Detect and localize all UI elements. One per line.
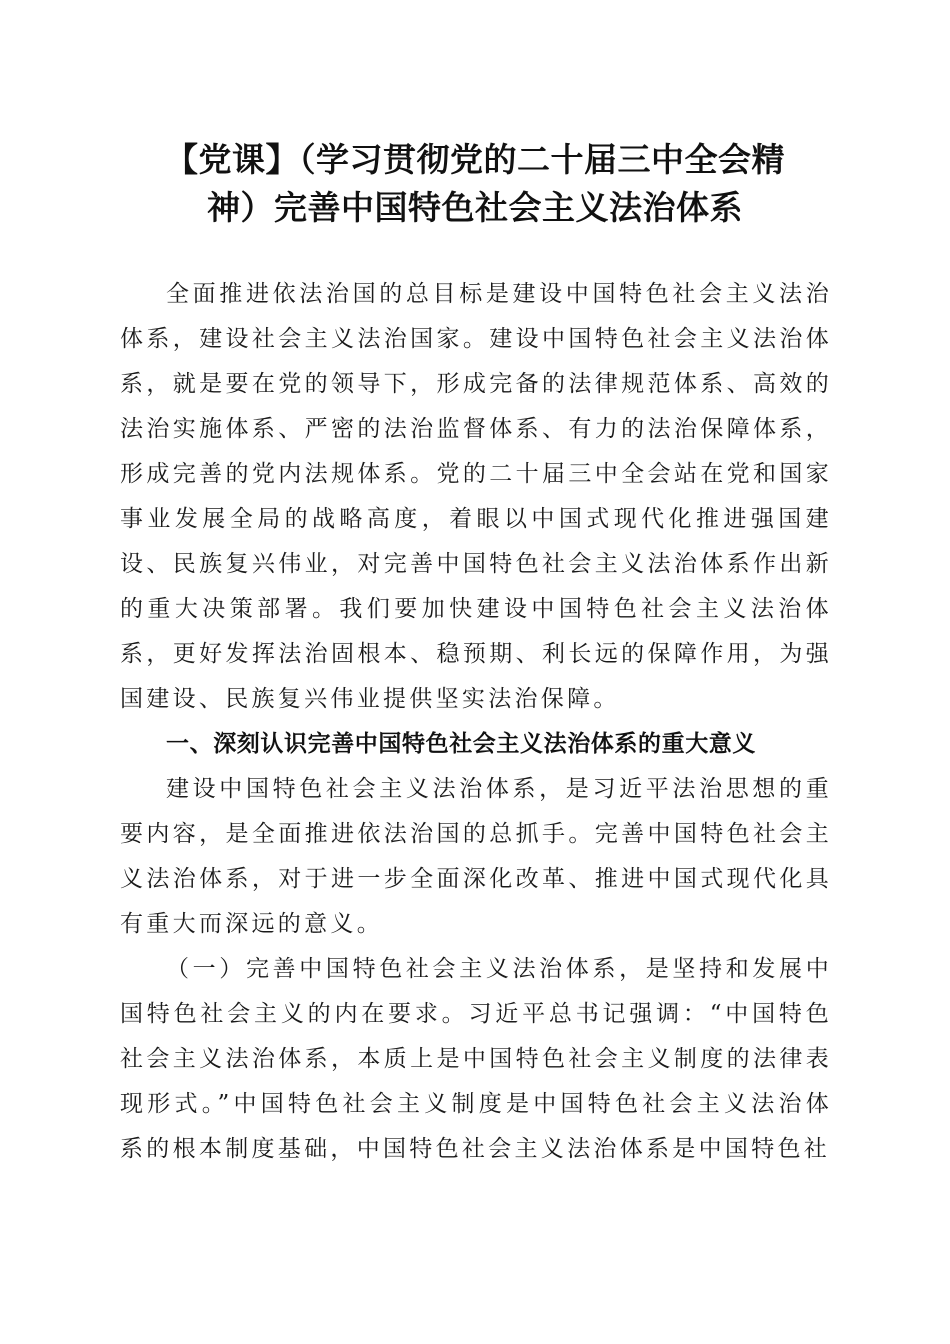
intro-paragraph: 全面推进依法治国的总目标是建设中国特色社会主义法治体系，建设社会主义法治国家。建设中国特色社会主义法治体系，就是要在党的领导下，形成完备的法律规范体系、高效的法治实施体系、严密的法治监督体系、有力的法治保障体系，形成完善的党内法规体系。党的二十届三中全会站在党和国家事业发展全局的战略高度，着眼以中国式现代化推进强国建设、民族复兴伟业，对完善中国特色社会主义法治体系作出新的重大决策部署。我们要加快建设中国特色社会主义法治体系，更好发挥法治固根本、稳预期、利长远的保障作用，为强国建设、民族复兴伟业提供坚实法治保障。 <box>120 281 832 712</box>
section-1-paragraph: 建设中国特色社会主义法治体系，是习近平法治思想的重要内容，是全面推进依法治国的总抓手。完善中国特色社会主义法治体系，对于进一步全面深化改革、推进中国式现代化具有重大而深远的意义。 <box>120 776 832 937</box>
document-body <box>120 272 832 1172</box>
document-title <box>120 136 830 232</box>
subsection-1-paragraph: （一）完善中国特色社会主义法治体系，是坚持和发展中国特色社会主义的内在要求。习近平总书记强调：“中国特色社会主义法治体系，本质上是中国特色社会主义制度的法律表现形式。”中国特色社会主义制度是中国特色社会主义法治体系的根本制度基础，中国特色社会主义法治体系是中国特色社 <box>120 956 832 1162</box>
section-1-heading: 一、深刻认识完善中国特色社会主义法治体系的重大意义 <box>166 731 756 757</box>
title-line-1: 【党课】（学习贯彻党的二十届三中全会精 <box>165 140 785 179</box>
title-line-2: 神）完善中国特色社会主义法治体系 <box>207 188 743 227</box>
